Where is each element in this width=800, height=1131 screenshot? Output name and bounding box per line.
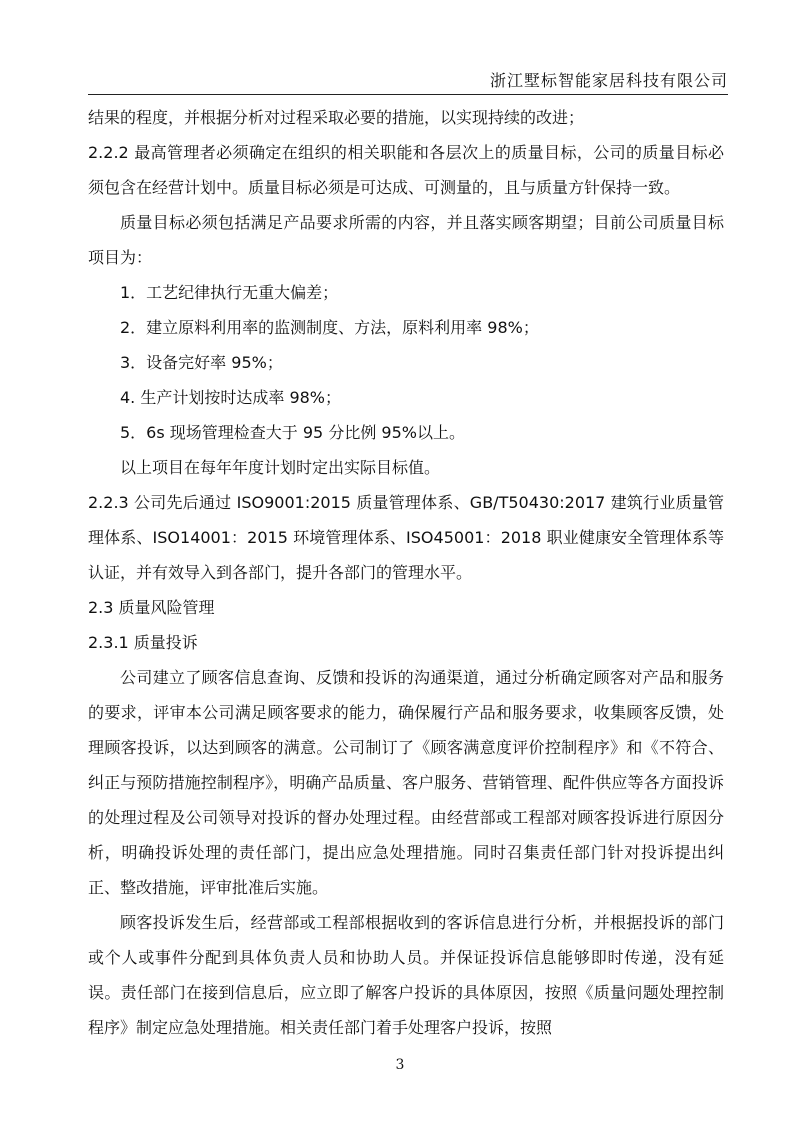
paragraph-2-2-2: 2.2.2 最高管理者必须确定在组织的相关职能和各层次上的质量目标，公司的质量目标必须包含在经营计划中。质量目标必须是可达成、可测量的，且与质量方针保持一致。 [88, 143, 724, 197]
list-item: 1．工艺纪律执行无重大偏差； [120, 283, 339, 302]
paragraph-continuation: 结果的程度，并根据分析对过程采取必要的措施，以实现持续的改进； [88, 108, 585, 127]
paragraph-complaint-handling: 顾客投诉发生后，经营部或工程部根据收到的客诉信息进行分析，并根据投诉的部门或个人或事件分配到具体负责人员和协助人员。并保证投诉信息能够即时传递，没有延误。责任部门在接到信息后，应立即了解客户投诉的具体原因，按照《质量问题处理控制程序》制定应急处理措施。相关责任部门着手处理客户投诉，按照 [88, 913, 724, 1037]
list-item: 5．6s 现场管理检查大于 95 分比例 95%以上。 [120, 423, 465, 442]
paragraph-2-2-3: 2.2.3 公司先后通过 ISO9001:2015 质量管理体系、GB/T50430:2017 建筑行业质量管理体系、ISO14001：2015 环境管理体系、ISO45001：2018 职业健康安全管理体系等认证，并有效导入到各部门，提升各部门的管理水平。 [88, 493, 724, 582]
paragraph-quality-goals-intro: 质量目标必须包括满足产品要求所需的内容，并且落实顾客期望；目前公司质量目标项目为： [88, 213, 724, 267]
document-body [88, 100, 724, 1045]
section-heading-2-3-1: 2.3.1 质量投诉 [88, 633, 198, 652]
list-item: 4. 生产计划按时达成率 98%； [120, 388, 342, 407]
list-item: 2．建立原料利用率的监测制度、方法，原料利用率 98%； [120, 318, 539, 337]
list-item: 3．设备完好率 95%； [120, 353, 283, 372]
page-header [88, 64, 728, 95]
paragraph-complaint-channels: 公司建立了顾客信息查询、反馈和投诉的沟通渠道，通过分析确定顾客对产品和服务的要求，评审本公司满足顾客要求的能力，确保履行产品和服务要求，收集顾客反馈，处理顾客投诉，以达到顾客的满意。公司制订了《顾客满意度评价控制程序》和《不符合、纠正与预防措施控制程序》，明确产品质量、客户服务、营销管理、配件供应等各方面投诉的处理过程及公司领导对投诉的督办处理过程。由经营部或工程部对顾客投诉进行原因分析，明确投诉处理的责任部门，提出应急处理措施。同时召集责任部门针对投诉提出纠正、整改措施，评审批准后实施。 [88, 668, 724, 897]
page-number: 3 [395, 1057, 405, 1073]
company-name: 浙江墅标智能家居科技有限公司 [489, 71, 728, 90]
section-heading-2-3: 2.3 质量风险管理 [88, 598, 215, 617]
paragraph-annual-targets: 以上项目在每年年度计划时定出实际目标值。 [120, 458, 441, 477]
